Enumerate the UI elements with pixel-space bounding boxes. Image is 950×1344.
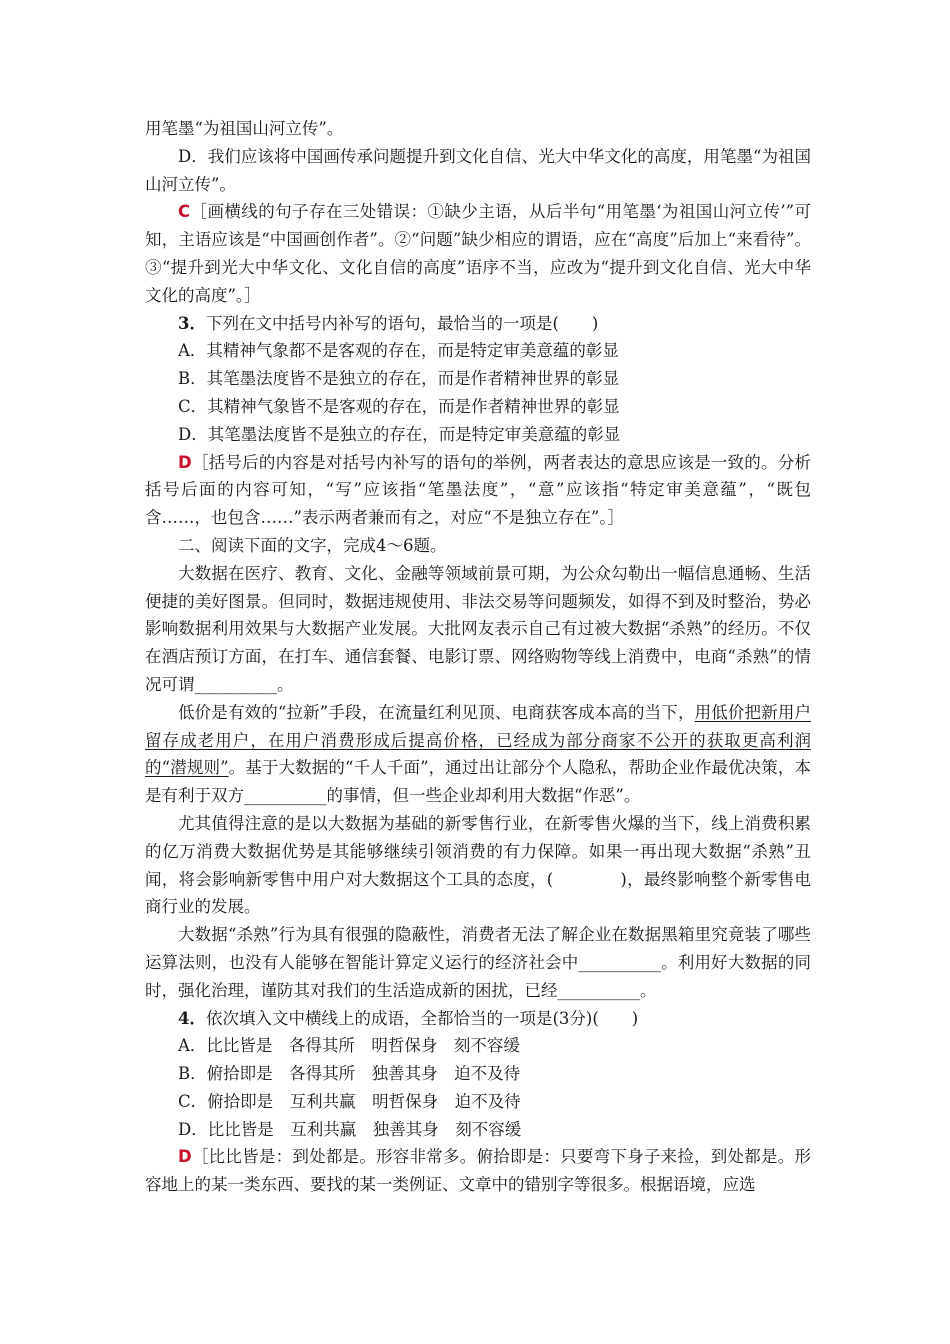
q3-answer	[145, 449, 811, 532]
section-2-title: 二、阅读下面的文字，完成4～6题。	[178, 535, 447, 555]
passage-paragraph-1: 大数据在医疗、教育、文化、金融等领域前景可期，为公众勾勒出一幅信息通畅、生活便捷的美好图景。但同时，数据违规使用、非法交易等问题频发，如得不到及时整治，势必影响数据利用效果与大数据产业发展。大批网友表示自己有过被大数据“杀熟”的经历。不仅在酒店预订方面，在打车、通信套餐、电影订票、网络购物等线上消费中，电商“杀熟”的情况可谓__________。	[145, 563, 811, 694]
answer-letter: C	[178, 202, 191, 222]
q4-option-c: C．俯拾即是 互利共赢 明哲保身 迫不及待	[178, 1091, 521, 1111]
passage-paragraph-3: 尤其值得注意的是以大数据为基础的新零售行业，在新零售火爆的当下，线上消费积累的亿万消费大数据优势是其能够继续引领消费的有力保障。如果一再出现大数据“杀熟”丑闻，将会影响新零售中用户对大数据这个工具的态度，( )，最终影响整个新零售电商行业的发展。	[145, 813, 811, 917]
passage-paragraph-4: 大数据“杀熟”行为具有很强的隐蔽性，消费者无法了解企业在数据黑箱里究竟装了哪些运算法则，也没有人能够在智能计算定义运行的经济社会中__________。利用好大数据的同时，强化治理，谨防其对我们的生活造成新的困扰，已经__________。	[145, 925, 811, 1000]
answer-explanation: ［比比皆是：到处都是。形容非常多。俯拾即是：只要弯下身子来捡，到处都是。形容地上的某一类东西、要找的某一类例证、文章中的错别字等很多。根据语境，应选	[145, 1147, 811, 1195]
q4-option-a: A．比比皆是 各得其所 明哲保身 刻不容缓	[178, 1036, 520, 1056]
q3-option-d: D．其笔墨法度皆不是独立的存在，而是特定审美意蕴的彰显	[178, 424, 621, 444]
question-number: 3．	[178, 313, 206, 333]
answer-explanation: ［画横线的句子存在三处错误：①缺少主语，从后半句“用笔墨‘为祖国山河立传’”可知，主语应该是“中国画创作者”。②“问题”缺少相应的谓语，应在“高度”后加上“来看待”。③“提升到光大中华文化、文化自信的高度”语序不当，应改为“提升到文化自信、光大中华文化的高度”。］	[145, 202, 811, 305]
q3-option-c: C．其精神气象皆不是客观的存在，而是作者精神世界的彰显	[178, 396, 620, 416]
paragraph-text: 低价是有效的“拉新”手段，在流量红利见顶、电商获客成本高的当下，	[178, 702, 695, 722]
continued-option-line: 用笔墨“为祖国山河立传”。	[145, 119, 344, 138]
answer-letter: D	[178, 1147, 192, 1167]
question-number: 4．	[178, 1008, 206, 1028]
page-content	[145, 115, 811, 1199]
q4-stem	[145, 1005, 811, 1033]
q4-option-d: D．比比皆是 互利共赢 独善其身 刻不容缓	[178, 1119, 522, 1139]
passage-paragraph-2	[145, 699, 811, 810]
paragraph-text: 。基于大数据的“千人千面”，通过出让部分个人隐私，帮助企业作最优决策，本是有利于双方__________的事情，但一些企业却利用大数据“作恶”。	[145, 758, 811, 806]
q2-answer	[145, 198, 811, 309]
q3-stem	[145, 310, 811, 338]
answer-explanation: ［括号后的内容是对括号内补写的语句的举例，两者表达的意思应该是一致的。分析括号后面的内容可知，“写”应该指“笔墨法度”，“意”应该指“特定审美意蕴”，“既包含……，也包含……”表示两者兼而有之，对应“不是独立存在”。］	[145, 452, 811, 528]
answer-letter: D	[178, 452, 192, 472]
q4-answer	[145, 1143, 811, 1199]
q2-option-d: D．我们应该将中国画传承问题提升到文化自信、光大中华文化的高度，用笔墨“为祖国山河立传”。	[145, 146, 811, 194]
question-text: 依次填入文中横线上的成语，全都恰当的一项是(3分)( )	[205, 1008, 639, 1028]
q3-option-b: B．其笔墨法度皆不是独立的存在，而是作者精神世界的彰显	[178, 369, 620, 389]
q4-option-b: B．俯拾即是 各得其所 独善其身 迫不及待	[178, 1064, 521, 1084]
q3-option-a: A．其精神气象都不是客观的存在，而是特定审美意蕴的彰显	[178, 341, 619, 361]
question-text: 下列在文中括号内补写的语句，最恰当的一项是( )	[205, 313, 599, 333]
underlined-sentence: 用低价把新用户留存成老用户，在用户消费形成后提高价格，已经成为部分商家不公开的获取更高利润的“潜规则”	[145, 702, 811, 778]
